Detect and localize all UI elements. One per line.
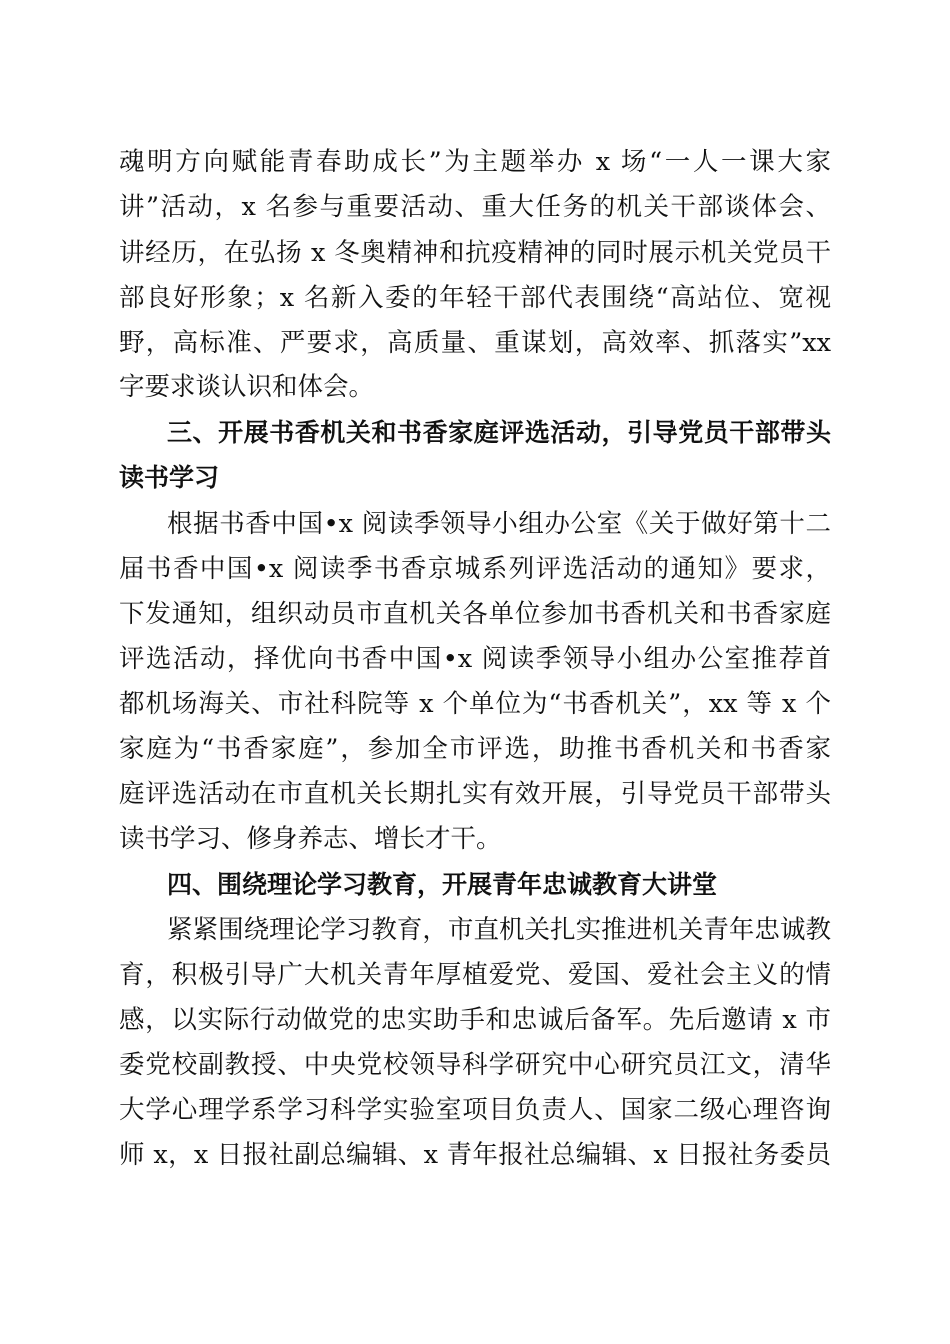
paragraph-1-line-4: 部良好形象；x 名新入委的年轻干部代表围绕“高站位、宽视 bbox=[119, 283, 831, 313]
section-3-heading-line-2: 读书学习 bbox=[119, 463, 220, 492]
paragraph-4-line-6: 师 x，x 日报社副总编辑、x 青年报社总编辑、x 日报社务委员 bbox=[119, 1140, 831, 1170]
paragraph-1-line-6: 字要求谈认识和体会。 bbox=[119, 372, 375, 402]
section-4-heading: 四、围绕理论学习教育，开展青年忠诚教育大讲堂 bbox=[167, 870, 718, 899]
paragraph-1-line-3: 讲经历，在弘扬 x 冬奥精神和抗疫精神的同时展示机关党员干 bbox=[119, 238, 831, 268]
paragraph-1-line-5: 野，高标准、严要求，高质量、重谋划，高效率、抓落实”xx bbox=[119, 328, 831, 358]
paragraph-3-line-2: 届书香中国•x 阅读季书香京城系列评选活动的通知》要求， bbox=[119, 554, 831, 584]
paragraph-3-line-3: 下发通知，组织动员市直机关各单位参加书香机关和书香家庭 bbox=[119, 599, 831, 629]
paragraph-1-line-2: 讲”活动，x 名参与重要活动、重大任务的机关干部谈体会、 bbox=[119, 192, 831, 222]
paragraph-3-line-8: 读书学习、修身养志、增长才干。 bbox=[119, 824, 502, 854]
paragraph-3-line-7: 庭评选活动在市直机关长期扎实有效开展，引导党员干部带头 bbox=[119, 779, 831, 809]
paragraph-3-line-6: 家庭为“书香家庭”，参加全市评选，助推书香机关和书香家 bbox=[119, 734, 831, 764]
paragraph-3-line-4: 评选活动，择优向书香中国•x 阅读季领导小组办公室推荐首 bbox=[119, 644, 831, 674]
paragraph-4-line-1: 紧紧围绕理论学习教育，市直机关扎实推进机关青年忠诚教 bbox=[167, 915, 831, 945]
paragraph-3-line-5: 都机场海关、市社科院等 x 个单位为“书香机关”，xx 等 x 个 bbox=[119, 689, 831, 719]
paragraph-4-line-4: 委党校副教授、中央党校领导科学研究中心研究员江文，清华 bbox=[119, 1050, 831, 1080]
paragraph-1-line-1: 魂明方向赋能青春助成长”为主题举办 x 场“一人一课大家 bbox=[119, 147, 831, 177]
paragraph-4-line-2: 育，积极引导广大机关青年厚植爱党、爱国、爱社会主义的情 bbox=[119, 960, 831, 990]
section-3-heading-line-1: 三、开展书香机关和书香家庭评选活动，引导党员干部带头 bbox=[167, 418, 831, 447]
paragraph-4-line-5: 大学心理学系学习科学实验室项目负责人、国家二级心理咨询 bbox=[119, 1095, 831, 1125]
paragraph-4-line-3: 感，以实际行动做党的忠实助手和忠诚后备军。先后邀请 x 市 bbox=[119, 1005, 831, 1035]
paragraph-3-line-1: 根据书香中国•x 阅读季领导小组办公室《关于做好第十二 bbox=[167, 509, 831, 539]
